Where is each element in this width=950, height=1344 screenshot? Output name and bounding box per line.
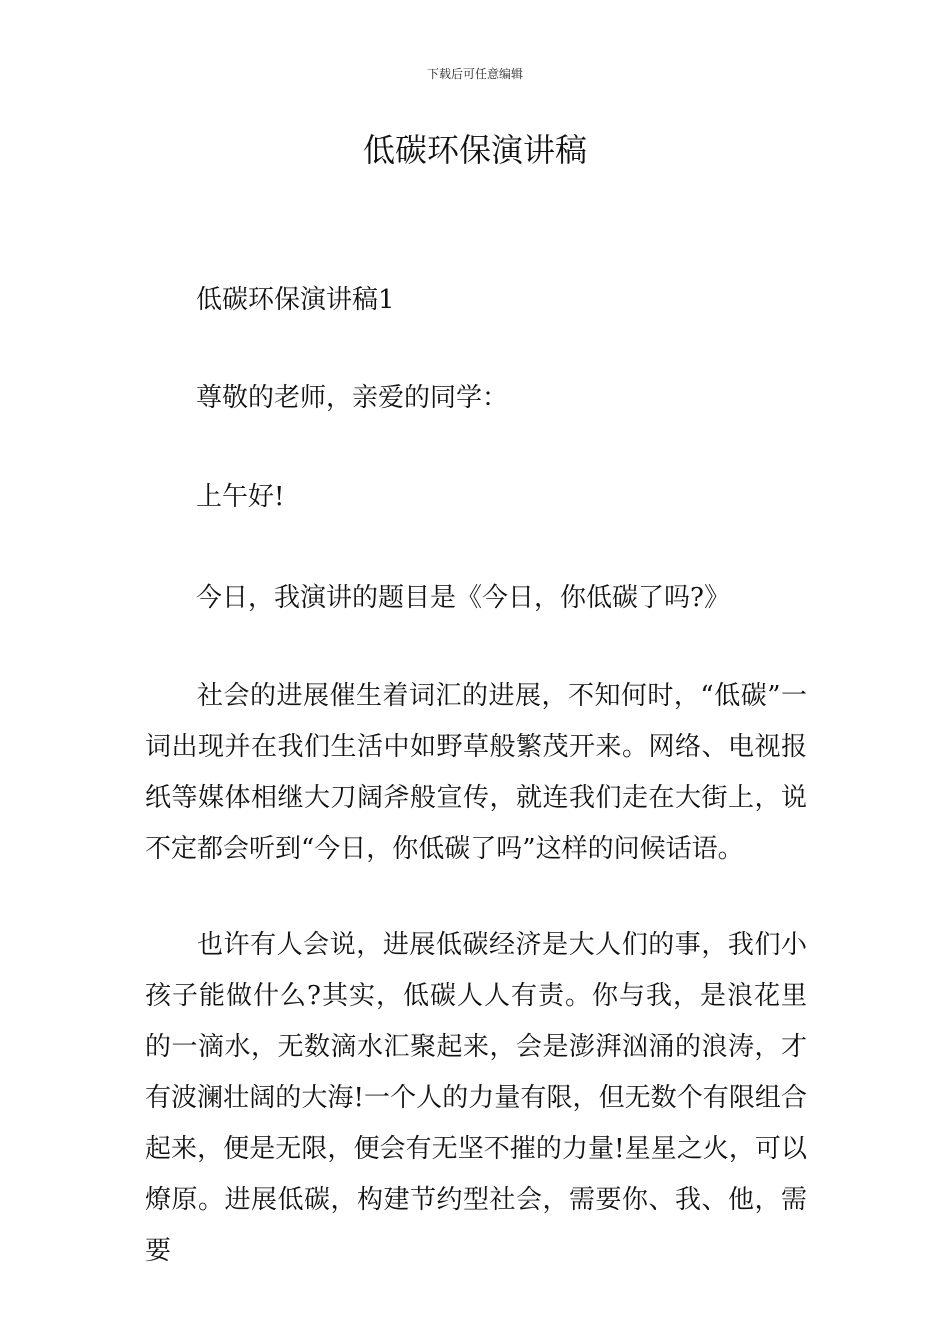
topic-line: 今日，我演讲的题目是《今日，你低碳了吗?》 [196, 583, 730, 613]
download-note: 下载后可任意编辑 [426, 67, 523, 81]
salutation: 尊敬的老师，亲爱的同学： [196, 383, 509, 413]
paragraph-1: 社会的进展催生着词汇的进展，不知何时，“低碳”一词出现并在我们生活中如野草般繁茂开来。网络、电视报纸等媒体相继大刀阔斧般宣传，就连我们走在大街上，说不定都会听到“今日，你低碳了吗”这样的问候话语。 [145, 681, 807, 864]
greeting: 上午好! [196, 482, 285, 512]
paragraph-2: 也许有人会说，进展低碳经济是大人们的事，我们小孩子能做什么?其实，低碳人人有责。你与我，是浪花里的一滴水，无数滴水汇聚起来，会是澎湃汹涌的浪涛，才有波澜壮阔的大海!一个人的力量有限，但无数个有限组合起来，便是无限，便会有无坚不摧的力量!星星之火，可以燎原。进展低碳，构建节约型社会，需要你、我、他，需要 [145, 930, 807, 1266]
speech-subtitle: 低碳环保演讲稿1 [196, 285, 395, 315]
document-title: 低碳环保演讲稿 [362, 131, 587, 169]
